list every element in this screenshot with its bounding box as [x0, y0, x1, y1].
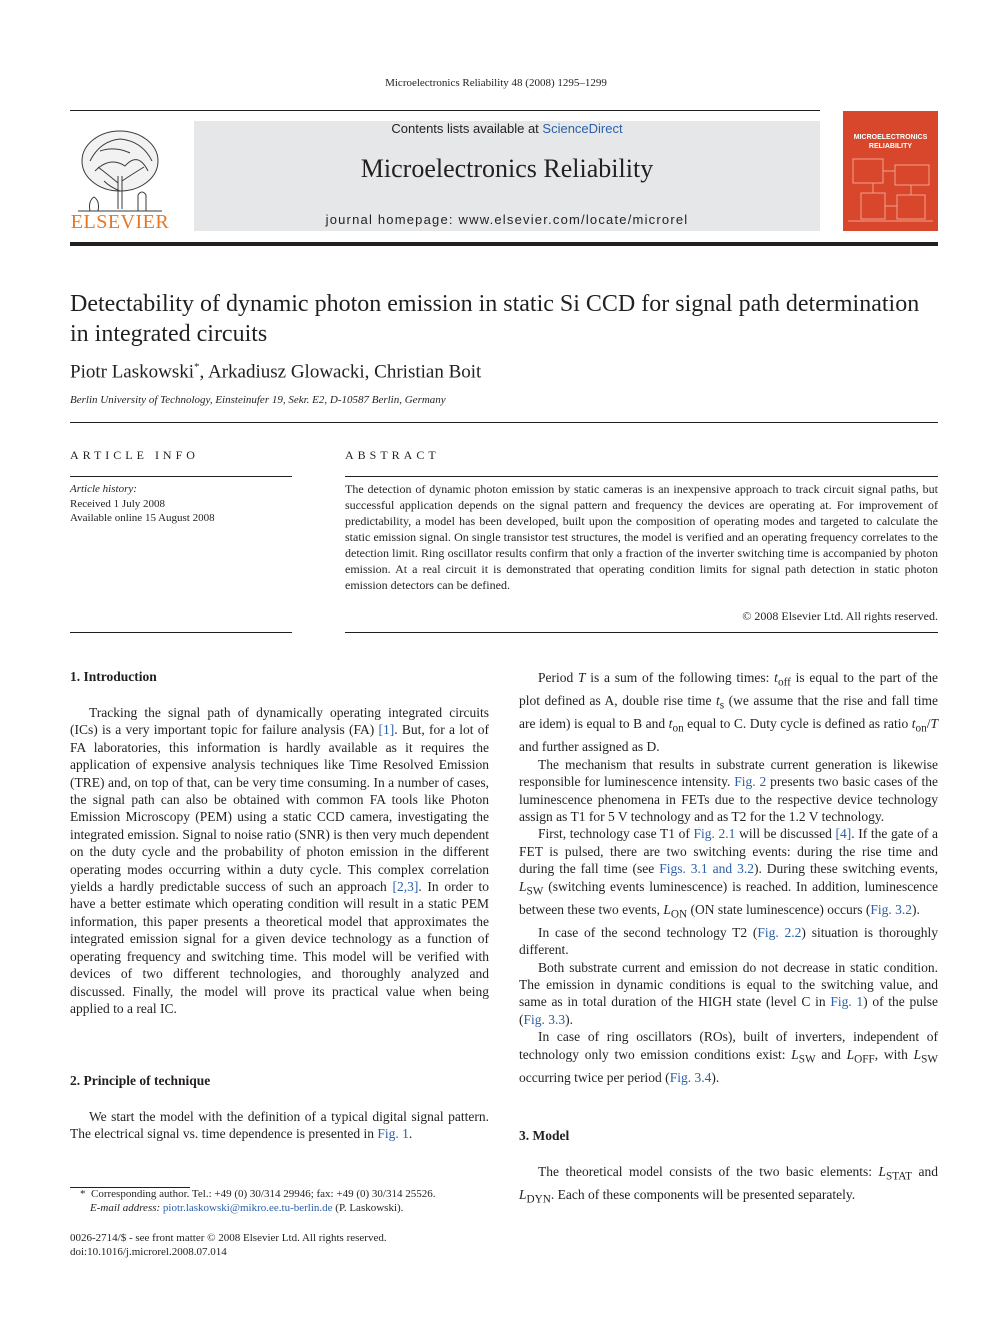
ring-oscillator-paragraph — [519, 1028, 938, 1086]
ref-2-3-link[interactable]: [2,3] — [392, 879, 419, 895]
symbol-L: L — [519, 878, 527, 894]
journal-title: Microelectronics Reliability — [360, 154, 654, 183]
elsevier-wordmark: ELSEVIER — [70, 211, 170, 233]
p6-text-c: , with — [874, 1046, 914, 1062]
p6-text-b: and — [815, 1046, 847, 1062]
fig-3-2-link[interactable]: Fig. 3.2 — [870, 901, 913, 917]
sub-sw: SW — [798, 1053, 816, 1066]
p7-text-a: The theoretical model consists of the two basic elements: — [538, 1164, 879, 1179]
model-heading: 3. Model — [519, 1128, 570, 1143]
ratio-slash: / — [926, 716, 931, 732]
author-email-link[interactable]: piotr.laskowski@mikro.ee.tu-berlin.de — [162, 1202, 333, 1214]
p1-text-b: is a sum of the following times: — [585, 670, 775, 685]
principle-paragraph — [70, 1108, 489, 1143]
article-info-rule-bottom — [70, 632, 292, 633]
cover-title — [843, 133, 938, 151]
corresponding-author-mark[interactable]: * — [194, 361, 200, 373]
article-info-rule-top — [70, 476, 292, 477]
period-paragraph — [519, 669, 938, 756]
abstract-text: The detection of dynamic photon emission by static cameras is an inexpensive approach to track circuit signal paths, but successful application depends on the signal pattern and frequency the devices are operating at. For improvement of predictability, a model has been developed, built upon the composition of operating modes and targeted to calculate the static emission signal. On single transistor test structures, the model is verified and an operating frequency correlates to the detection limit. Ring oscillator results confirm that only a fraction of the inverter switching time is accompanied by photon emission. At a real circuit it is demonstrated that operating condition limits for signal path detection in static photon emission detectors can be defined. — [345, 482, 938, 592]
intro-text-c: . In order to have a better estimate which operating condition will result in a static PEM information, this paper presents a theoretical model that approximates the integrated emission signal for a given device technology as a function of operating frequency and switching time. This model will be verified with devices of two different technologies, and thoroughly analyzed and discussed. Finally, the model will prove its practical value when being applied to a real IC. — [70, 879, 489, 1016]
p3-text-f: (ON state luminescence) occurs ( — [687, 901, 871, 917]
p4-text-a: In case of the second technology T2 ( — [538, 924, 758, 940]
symbol-L: L — [663, 901, 671, 917]
symbol-t: t — [715, 693, 720, 709]
title-rule — [70, 422, 938, 423]
p1-text-c: is equal to the part of the plot defined as A, double rise time — [519, 670, 938, 709]
corresponding-author-note — [70, 1187, 490, 1201]
p1-text-d: (we assume that the rise and fall time are idem) is equal to B and — [519, 693, 938, 732]
fig-3-3-link[interactable]: Fig. 3.3 — [523, 1011, 566, 1027]
footnote-contact: Corresponding author. Tel.: +49 (0) 30/314 29946; fax: +49 (0) 30/314 25526. — [91, 1188, 436, 1200]
contents-line — [194, 121, 820, 136]
p3-text-c: . If the gate of a FET is pulsed, there are two switching events: during the rise time and during the fall time (see — [519, 826, 938, 877]
fig-3-1-3-2-link[interactable]: Figs. 3.1 and 3.2 — [659, 861, 754, 877]
sub-off-state: OFF — [854, 1053, 875, 1066]
footnote-mark: * — [80, 1188, 86, 1200]
symbol-L: L — [791, 1046, 799, 1062]
principle-heading: 2. Principle of technique — [70, 1073, 211, 1088]
article-info-heading: ARTICLE INFO — [70, 448, 199, 462]
homepage-url[interactable]: www.elsevier.com/locate/microrel — [458, 212, 689, 227]
fig-2-link[interactable]: Fig. 2 — [734, 774, 767, 790]
introduction-body — [70, 704, 489, 1017]
principle-text: We start the model with the definition of a typical digital signal pattern. The electrical signal vs. time dependence is presented in — [70, 1109, 489, 1142]
available-date: Available online 15 August 2008 — [70, 512, 215, 524]
intro-text-b: . But, for a lot of FA laboratories, this information is hardly available as it requires the application of expensive analysis techniques like Time Resolved Emission (TRE) and, on top of that, can be very time consuming. In a number of cases, the signal path can also be obtained with common FA tools like Photon Emission Microscopy (PEM) using a static CCD camera, investigating the integrated emission. Signal to noise ratio (SNR) is then very much dependent on the duty cycle and the probability of photon emission in the different operating modes occurring within a duty cycle. This complex correlation yields a hardly predictable success of such an approach — [70, 722, 489, 895]
introduction-paragraph — [70, 704, 489, 1017]
article-history — [70, 482, 292, 526]
sub-sw: SW — [526, 885, 544, 898]
abstract-copyright: © 2008 Elsevier Ltd. All rights reserved. — [742, 609, 938, 623]
symbol-t: t — [911, 716, 916, 732]
p3-text-b: will be discussed — [735, 826, 836, 842]
sub-s: s — [719, 699, 725, 712]
author-laskowski: Piotr Laskowski — [70, 361, 195, 383]
symbol-T: T — [930, 716, 938, 732]
p6-text-a: In case of ring oscillators (ROs), built of inverters, independent of technology only two emission conditions exist: — [519, 1029, 938, 1062]
right-column-body — [519, 669, 938, 1086]
fig-2-2-link[interactable]: Fig. 2.2 — [757, 924, 802, 940]
received-date: Received 1 July 2008 — [70, 497, 166, 510]
cover-title-line2: RELIABILITY — [868, 143, 913, 150]
fig-2-1-link[interactable]: Fig. 2.1 — [693, 826, 736, 842]
p6-text-d: occurring twice per period ( — [519, 1069, 670, 1085]
p3-text-a: First, technology case T1 of — [538, 826, 694, 842]
sub-sw: SW — [921, 1053, 938, 1066]
symbol-t: t — [774, 670, 778, 685]
p2-text-a: The mechanism that results in substrate current generation is likewise responsible for luminescence intensity. — [519, 756, 938, 790]
technology-t1-paragraph — [519, 825, 938, 923]
footnote — [70, 1187, 490, 1215]
sub-on: on — [915, 722, 927, 735]
sub-dyn: DYN — [526, 1193, 551, 1206]
front-matter — [70, 1231, 490, 1259]
cover-circuit-icon — [843, 151, 938, 231]
fig-3-4-link[interactable]: Fig. 3.4 — [669, 1069, 712, 1085]
symbol-t: t — [668, 716, 673, 732]
ref-4-link[interactable]: [4] — [835, 826, 852, 842]
model-body — [519, 1163, 938, 1209]
p3-text-d: ). During these switching events, — [753, 861, 938, 877]
model-paragraph — [519, 1163, 938, 1209]
p5-text-b: ) of the pulse ( — [519, 994, 938, 1027]
sub-on: on — [672, 722, 684, 735]
abstract-rule-bottom — [345, 632, 938, 633]
sciencedirect-link[interactable]: ScienceDirect — [542, 121, 623, 136]
fig-1-link[interactable]: Fig. 1 — [377, 1126, 409, 1142]
p4-text-b: ) situation is thoroughly different. — [519, 924, 938, 958]
p2-text-b: presents two basic cases of the luminescence phenomena in FETs due to the respective device technology assign as T1 for 5 V technology and as T2 for the 1.2 V technology. — [519, 774, 939, 824]
mechanism-paragraph — [519, 756, 938, 826]
technology-t2-paragraph — [519, 924, 938, 959]
p7-text-b: and — [911, 1164, 938, 1179]
journal-cover — [843, 111, 938, 231]
cover-title-line1: MICROELECTRONICS — [853, 134, 928, 141]
journal-homepage — [194, 212, 820, 227]
p7-text-c: . Each of these components will be presented separately. — [550, 1187, 856, 1203]
principle-body — [70, 1108, 489, 1143]
symbol-T: T — [578, 670, 586, 685]
p3-text-e: (switching events luminescence) is reached. In addition, luminescence between these two events, — [519, 878, 938, 917]
contents-prefix: Contents lists available at — [391, 121, 543, 136]
other-authors: , Arkadiusz Glowacki, Christian Boit — [199, 361, 482, 383]
symbol-L: L — [878, 1164, 886, 1179]
email-owner: (P. Laskowski). — [332, 1202, 404, 1214]
ref-1-link[interactable]: [1] — [378, 722, 395, 738]
article-title: Detectability of dynamic photon emission in static Si CCD for signal path determination in integrated circuits — [70, 291, 920, 347]
p3-text-g: ). — [912, 901, 920, 917]
symbol-L: L — [846, 1046, 855, 1062]
p5-text-c: ). — [565, 1011, 574, 1027]
p1-text-f: and further assigned as D. — [519, 739, 660, 755]
abstract-rule-top — [345, 476, 938, 477]
abstract-heading: ABSTRACT — [345, 448, 440, 462]
p1-text-a: Period — [538, 670, 578, 685]
header-rule — [70, 110, 820, 111]
header-thick-rule — [70, 242, 938, 246]
principle-period: . — [408, 1126, 413, 1142]
p5-text-a: Both substrate current and emission do not decrease in static condition. The emission in dynamic conditions is equal to the switching value, and same as in total duration of the HIGH state (level C in — [519, 959, 938, 1010]
fig-1-link[interactable]: Fig. 1 — [830, 994, 864, 1010]
homepage-prefix: journal homepage: — [325, 212, 459, 227]
introduction-heading: 1. Introduction — [70, 669, 157, 684]
email-label: E-mail address: — [90, 1202, 161, 1214]
sub-on-state: ON — [670, 908, 688, 921]
symbol-L: L — [913, 1046, 922, 1062]
intro-text-a: Tracking the signal path of dynamically operating integrated circuits (ICs) is a very important topic for failure analysis (FA) — [70, 705, 489, 738]
p1-text-e: equal to C. Duty cycle is defined as ratio — [683, 716, 912, 732]
p6-text-e: ). — [711, 1069, 720, 1085]
sub-stat: STAT — [886, 1170, 912, 1183]
journal-citation: Microelectronics Reliability 48 (2008) 1295–1299 — [385, 77, 607, 89]
issn-line: 0026-2714/$ - see front matter © 2008 Elsevier Ltd. All rights reserved. — [70, 1232, 387, 1244]
history-label: Article history: — [70, 483, 137, 495]
symbol-L: L — [519, 1187, 527, 1203]
sub-off: off — [777, 676, 791, 689]
email-note — [70, 1201, 490, 1215]
affiliation: Berlin University of Technology, Einsteinufer 19, Sekr. E2, D-10587 Berlin, Germany — [70, 394, 446, 406]
author-list — [70, 361, 481, 383]
static-condition-paragraph — [519, 959, 938, 1029]
doi-line[interactable]: doi:10.1016/j.microrel.2008.07.014 — [70, 1246, 227, 1258]
